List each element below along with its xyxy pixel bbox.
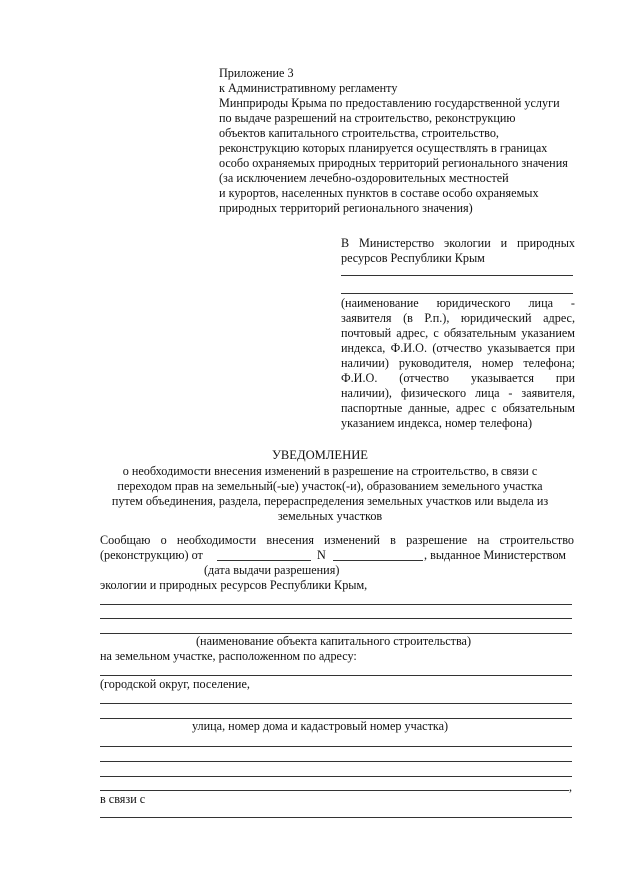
body-text: N [317,548,326,562]
address-detail-field[interactable] [100,746,572,747]
body-text: (реконструкцию) от [100,548,203,562]
recipient-note-line: почтовый адрес, с обязательным указанием [341,326,575,340]
appendix-line: Минприроды Крыма по предоставлению государственной услуги [219,96,560,110]
recipient-note-line: заявителя (в Р.п.), юридический адрес, [341,311,575,325]
recipient-note-line: наличии) руководителя, номер телефона; [341,356,575,370]
recipient-note-line: (наименование юридического лица - [341,296,575,310]
comma-mark: , [569,780,573,794]
appendix-line: природных территорий регионального значения) [219,201,473,215]
notice-subtitle-line: путем объединения, раздела, перераспределения земельных участков или выдела из [111,494,549,508]
address-field[interactable] [100,703,572,704]
body-line: экологии и природных ресурсов Республики Крым, [100,578,368,592]
appendix-line: к Административному регламенту [219,81,398,95]
address-hint: улица, номер дома и кадастровый номер участка) [192,719,449,733]
object-name-field[interactable] [100,618,572,619]
appendix-line: объектов капитального строительства, строительство, [219,126,499,140]
recipient-note-line: наличии), физического лица - заявителя, [341,386,575,400]
body-line: на земельном участке, расположенном по адресу: [100,649,357,663]
notice-subtitle-line: земельных участков [277,509,383,523]
recipient-note-line: Ф.И.О. (отчество указывается при [341,371,575,385]
appendix-line: по выдаче разрешений на строительство, реконструкцию [219,111,516,125]
address-detail-field[interactable] [100,776,572,777]
address-detail-field[interactable] [100,761,572,762]
date-hint: (дата выдачи разрешения) [204,563,340,577]
reason-field[interactable] [100,817,572,818]
permit-date-field[interactable] [217,560,311,561]
recipient-line: В Министерство экологии и природных [341,236,575,250]
notice-subtitle-line: переходом прав на земельный(-ые) участок(-и), образованием земельного участка [117,479,543,493]
body-line: Сообщаю о необходимости внесения изменений в разрешение на строительство [100,533,574,547]
recipient-fill-line[interactable] [341,275,573,276]
recipient-note-line: указанием индекса, номер телефона) [341,416,533,430]
recipient-note-line: индекса, Ф.И.О. (отчество указывается при [341,341,575,355]
address-hint: (городской округ, поселение, [100,677,250,691]
notice-heading: УВЕДОМЛЕНИЕ [271,448,368,462]
notice-subtitle-line: о необходимости внесения изменений в разрешение на строительство, в связи с [122,464,538,478]
reason-label: в связи с [100,792,146,806]
appendix-line: (за исключением лечебно-оздоровительных местностей [219,171,509,185]
appendix-line: и курортов, населенных пунктов в составе особо охраняемых [219,186,539,200]
appendix-line: особо охраняемых природных территорий регионального значения [219,156,568,170]
appendix-line: реконструкцию которых планируется осуществлять в границах [219,141,548,155]
address-field[interactable] [100,675,572,676]
body-text: , выданное Министерством [424,548,567,562]
recipient-line: ресурсов Республики Крым [341,251,485,265]
address-detail-field[interactable] [100,790,569,791]
object-hint: (наименование объекта капитального строительства) [196,634,472,648]
recipient-fill-line[interactable] [341,293,573,294]
appendix-line: Приложение 3 [219,66,294,80]
permit-number-field[interactable] [333,560,423,561]
recipient-note-line: паспортные данные, адрес с обязательным [341,401,575,415]
object-name-field[interactable] [100,604,572,605]
